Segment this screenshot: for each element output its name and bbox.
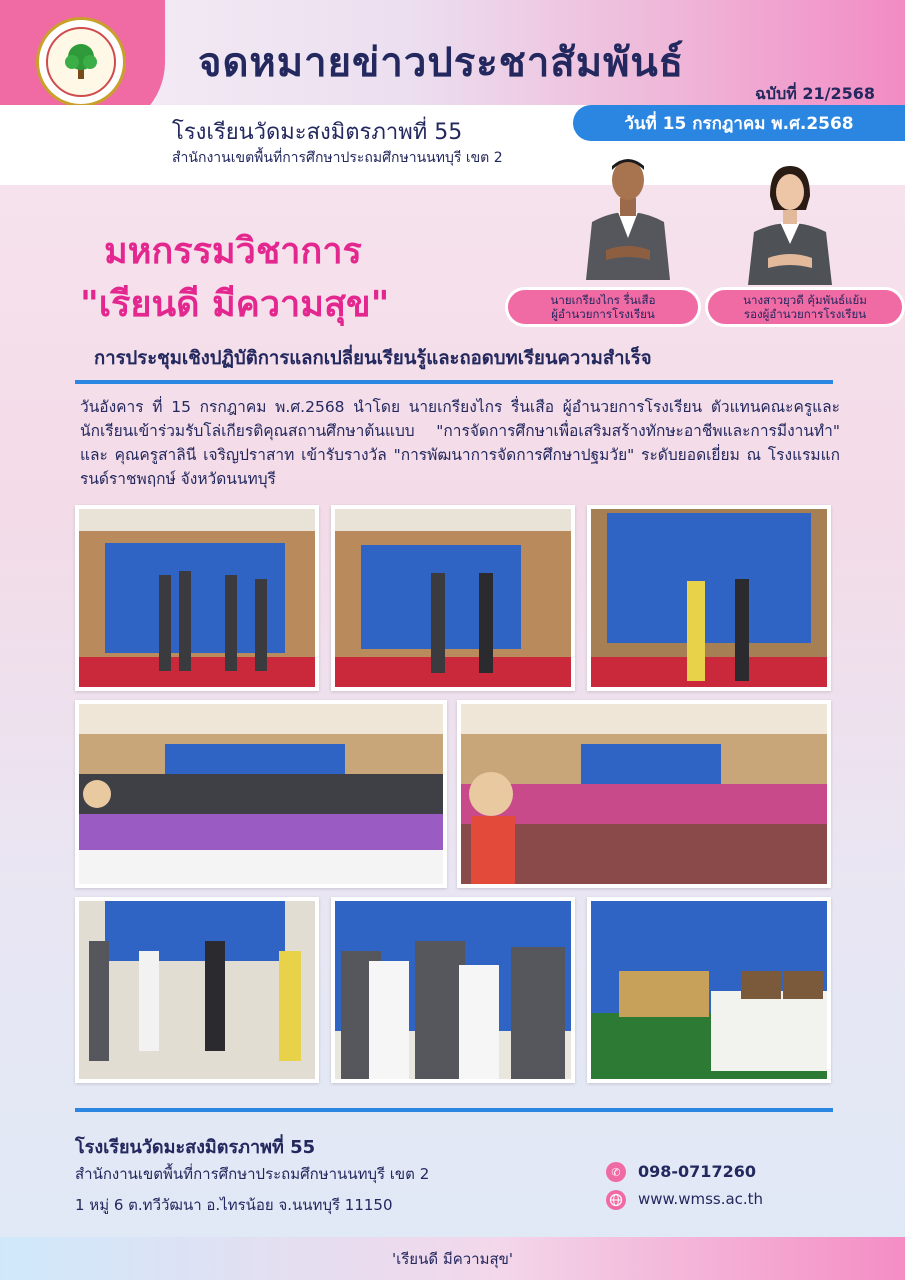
award-photo-1 — [75, 897, 319, 1083]
slogan-band — [0, 1237, 905, 1280]
exhibit-photo — [587, 897, 831, 1083]
footer-school-name: โรงเรียนวัดมะสงมิตรภาพที่ 55 — [75, 1137, 316, 1158]
director-name-badge — [505, 287, 701, 327]
divider-top — [75, 380, 833, 384]
school-name: โรงเรียนวัดมะสงมิตรภาพที่ 55 — [172, 120, 463, 145]
headline-subtitle: การประชุมเชิงปฏิบัติการแลกเปลี่ยนเรียนรู้และถอดบทเรียนความสำเร็จ — [94, 348, 652, 369]
deputy-director-portrait — [740, 160, 840, 285]
divider-bottom — [75, 1108, 833, 1112]
event-photo-3 — [587, 505, 831, 691]
event-photo-2 — [331, 505, 575, 691]
deputy-role: รองผู้อำนวยการโรงเรียน — [743, 307, 867, 321]
footer-phone: 098-0717260 — [638, 1162, 756, 1181]
director-name: นายเกรียงไกร รื่นเสือ — [550, 292, 656, 307]
issue-number: ฉบับที่ 21/2568 — [755, 84, 875, 103]
logo-emblem — [46, 27, 116, 97]
phone-icon: ✆ — [606, 1162, 626, 1182]
director-role: ผู้อำนวยการโรงเรียน — [551, 307, 655, 321]
director-portrait — [578, 150, 678, 280]
slogan: 'เรียนดี มีความสุข' — [391, 1249, 514, 1268]
headline-line1: มหกรรมวิชาการ — [104, 231, 362, 272]
headline-line2: "เรียนดี มีความสุข" — [80, 284, 390, 325]
award-photo-2 — [331, 897, 575, 1083]
globe-icon — [606, 1190, 626, 1210]
group-photo-2 — [457, 700, 831, 888]
footer-office: สำนักงานเขตพื้นที่การศึกษาประถมศึกษานนทบุรี เขต 2 — [75, 1165, 430, 1183]
tree-icon — [56, 37, 106, 87]
news-paragraph: วันอังคาร ที่ 15 กรกฎาคม พ.ศ.2568 นำโดย นายเกรียงไกร รื่นเสือ ผู้อำนวยการโรงเรียน ตัวแทนคณะครูและนักเรียนเข้าร่วมรับโล่เกียรติคุณสถานศึกษาต้นแบบ "การจัดการศึกษาเพื่อเสริมสร้างทักษะอาชีพและการมีงานทำ" และ คุณครูสาลินี เจริญปราสาท เข้ารับรางวัล "การพัฒนาการจัดการศึกษาปฐมวัย" ระดับยอดเยี่ยม ณ โรงแรมแกรนด์ราชพฤกษ์ จังหวัดนนทบุรี — [80, 398, 840, 488]
footer-address: 1 หมู่ 6 ต.ทวีวัฒนา อ.ไทรน้อย จ.นนทบุรี 11150 — [75, 1196, 393, 1214]
deputy-name-badge — [705, 287, 905, 327]
date-badge: วันที่ 15 กรกฎาคม พ.ศ.2568 — [573, 105, 905, 141]
school-logo — [36, 17, 126, 107]
school-office: สำนักงานเขตพื้นที่การศึกษาประถมศึกษานนทบุรี เขต 2 — [172, 150, 503, 166]
newsletter-title: จดหมายข่าวประชาสัมพันธ์ — [198, 40, 685, 86]
group-photo-1 — [75, 700, 447, 888]
footer-website[interactable]: www.wmss.ac.th — [638, 1190, 764, 1208]
event-photo-1 — [75, 505, 319, 691]
deputy-name: นางสาวยุวดี คุ้มพันธ์แย้ม — [743, 292, 867, 307]
